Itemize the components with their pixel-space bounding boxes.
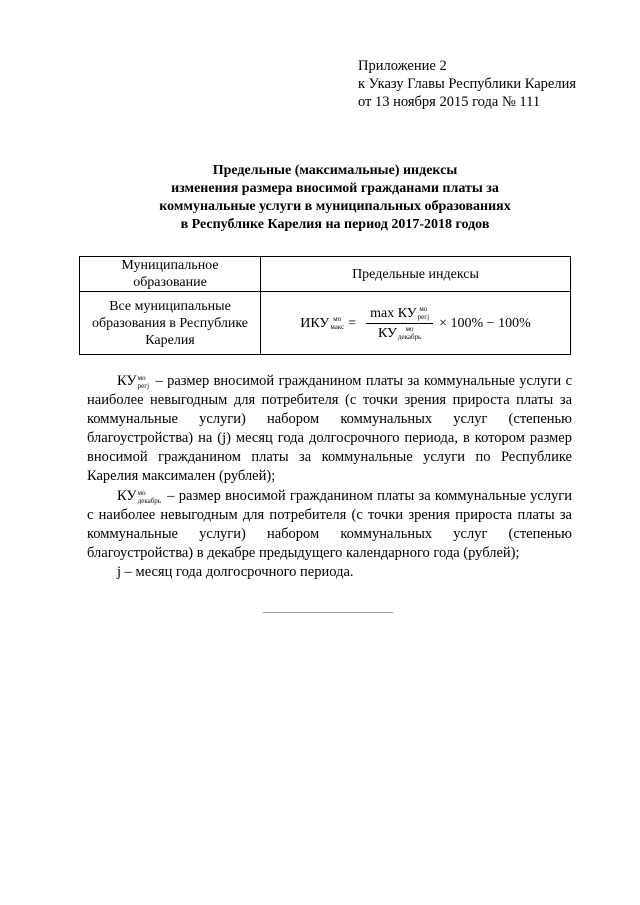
definition-2-text: – размер вносимой гражданином платы за коммунальные услуги с наиболее невыгодным для потребителя (с точки зрения прироста платы за коммунальные услуги) набором коммунальных услуг (степенью благоустройства) в декабре предыдущего календарного года (рублей); <box>87 488 573 561</box>
definition-2-symbol <box>117 487 163 506</box>
formula-lhs-sup: мо <box>333 315 342 323</box>
formula-num-text: max КУ <box>370 305 417 321</box>
annex-line-1: Приложение 2 <box>358 58 447 74</box>
definition-1-symbol <box>117 372 151 391</box>
definition-1-symbol-text: КУ <box>117 373 137 389</box>
index-formula <box>300 305 530 342</box>
indices-table <box>79 256 571 355</box>
formula-den-text: КУ <box>377 325 397 341</box>
formula-den-sub: декабрь <box>397 333 422 342</box>
formula-equals: = <box>348 315 357 331</box>
definition-2 <box>87 487 572 563</box>
table-row <box>80 292 571 355</box>
definition-2-sup: мо <box>137 488 146 497</box>
formula-denominator <box>374 324 425 342</box>
table-header-row <box>80 257 571 292</box>
definition-2-symbol-text: КУ <box>117 488 137 504</box>
definition-1-sub: регj <box>137 381 150 390</box>
formula-lhs-sub: макс <box>330 323 345 331</box>
title-line-3: коммунальные услуги в муниципальных образованиях <box>159 199 511 214</box>
formula-lhs: ИКУ <box>300 315 330 331</box>
end-divider <box>263 612 393 613</box>
formula-tail: × 100% − 100% <box>439 315 531 331</box>
annex-line-3: от 13 ноября 2015 года № 111 <box>358 94 541 110</box>
definition-2-sub: декабрь <box>137 496 161 505</box>
formula-den-sup: мо <box>405 325 414 334</box>
formula-lhs-scripts <box>330 315 344 331</box>
definition-1 <box>87 372 572 486</box>
definition-1-text: – размер вносимой гражданином платы за коммунальные услуги с наиболее невыгодным для потребителя (с точки зрения прироста платы за коммунальные услуги) набором коммунальных услуг (степенью благоустройства) на (j) месяц года долгосрочного периода, в котором размер вносимой гражданином платы за коммунальные услуги по Республике Карелия максимален (рублей); <box>87 373 572 484</box>
cell-municipality: Все муниципальные образования в Республике Карелия <box>80 292 261 355</box>
formula-numerator <box>366 305 433 324</box>
definition-3 <box>87 563 572 582</box>
col-header-municipality: Муниципальное образование <box>80 257 261 292</box>
cell-formula <box>261 292 571 355</box>
formula-num-sub: регj <box>417 313 430 322</box>
annex-line-2: к Указу Главы Республики Карелия <box>358 76 577 92</box>
title-line-1: Предельные (максимальные) индексы <box>212 163 458 178</box>
formula-fraction <box>366 305 433 342</box>
col-header-indices: Предельные индексы <box>261 257 571 292</box>
definition-3-text: j – месяц года долгосрочного периода. <box>117 564 354 580</box>
definition-1-sup: мо <box>137 373 146 382</box>
formula-num-sup: мо <box>419 305 428 314</box>
title-line-2: изменения размера вносимой гражданами платы за <box>171 181 499 196</box>
annex-header <box>358 57 576 111</box>
document-title <box>80 162 590 234</box>
title-line-4: в Республике Карелия на период 2017-2018 годов <box>180 217 490 232</box>
